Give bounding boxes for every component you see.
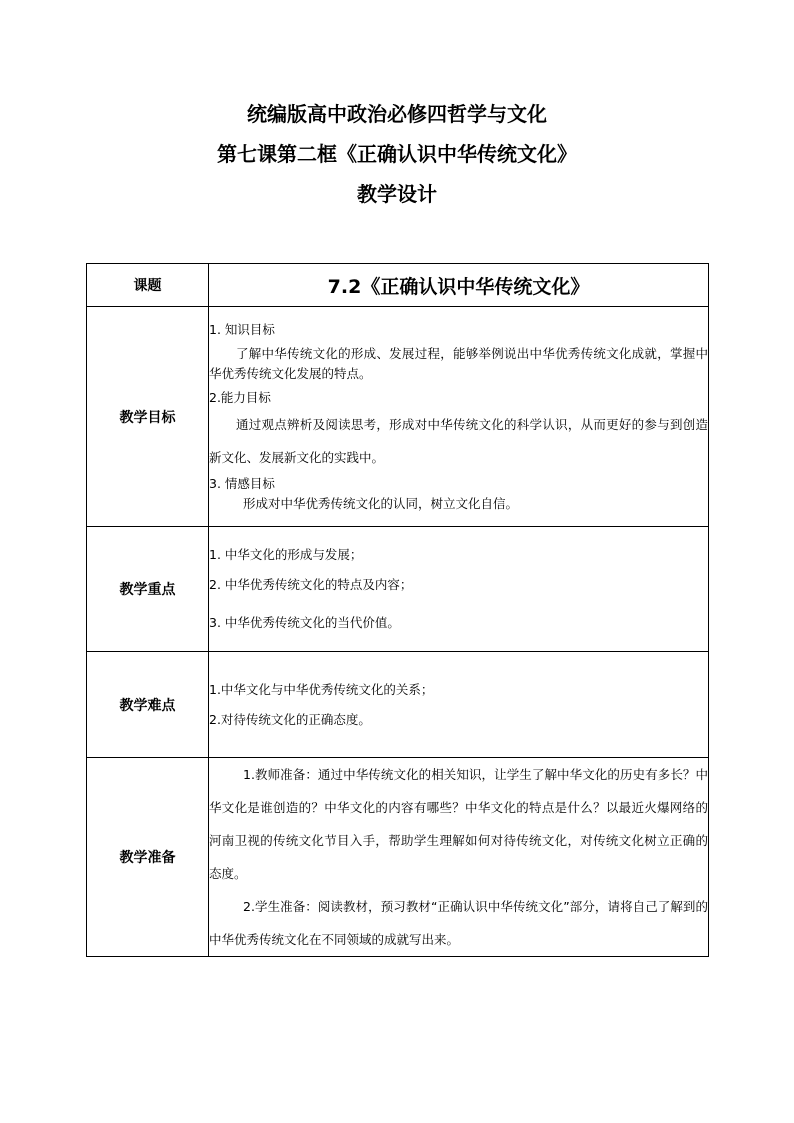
ability-heading: 2.能力目标: [209, 389, 271, 405]
difficulties-label: 教学难点: [87, 652, 209, 758]
lesson-plan-table: [86, 263, 709, 957]
key-points-row: [87, 527, 709, 652]
preparation-row: [87, 758, 709, 957]
difficulty-item: 2.对待传统文化的正确态度。: [209, 711, 371, 727]
difficulties-cell: [209, 652, 709, 758]
key-points-label: 教学重点: [87, 527, 209, 652]
difficulty-item: 1.中华文化与中华优秀传统文化的关系；: [209, 681, 434, 697]
key-point-item: 1. 中华文化的形成与发展；: [209, 547, 363, 562]
preparation-label: 教学准备: [87, 758, 209, 957]
student-preparation: 2.学生准备：阅读教材，预习教材“正确认识中华传统文化”部分，请将自己了解到的中华优秀传统文化在不同领域的成就写出来。: [209, 899, 708, 947]
objectives-cell: [209, 307, 709, 527]
knowledge-text: 了解中华传统文化的形成、发展过程，能够举例说出中华优秀传统文化成就，掌握中华优秀传统文化发展的特点。: [209, 345, 708, 381]
ability-text: 通过观点辨析及阅读思考，形成对中华传统文化的科学认识，从而更好的参与到创造新文化、发展新文化的实践中。: [209, 416, 708, 465]
document-title: 统编版高中政治必修四哲学与文化: [247, 102, 547, 126]
difficulties-row: [87, 652, 709, 758]
objectives-row: [87, 307, 709, 527]
document-header: [0, 104, 794, 224]
design-heading: 教学设计: [357, 182, 437, 206]
emotion-heading: 3. 情感目标: [209, 475, 275, 491]
knowledge-heading: 1. 知识目标: [209, 321, 275, 337]
key-points-cell: [209, 527, 709, 652]
key-point-item: 2. 中华优秀传统文化的特点及内容；: [209, 577, 413, 592]
topic-row: [87, 264, 709, 307]
topic-value: 7.2《正确认识中华传统文化》: [209, 264, 709, 307]
teacher-preparation: 1.教师准备：通过中华传统文化的相关知识，让学生了解中华文化的历史有多长？中华文化是谁创造的？中华文化的内容有哪些？中华文化的特点是什么？以最近火爆网络的河南卫视的传统文化节目入手，帮助学生理解如何对待传统文化，对传统文化树立正确的态度。: [209, 767, 708, 881]
lesson-subtitle: 第七课第二框《正确认识中华传统文化》: [217, 142, 577, 166]
preparation-cell: [209, 758, 709, 957]
key-point-item: 3. 中华优秀传统文化的当代价值。: [209, 615, 400, 630]
topic-label: 课题: [87, 264, 209, 307]
emotion-text: 形成对中华优秀传统文化的认同，树立文化自信。: [243, 495, 519, 511]
objectives-label: 教学目标: [87, 307, 209, 527]
